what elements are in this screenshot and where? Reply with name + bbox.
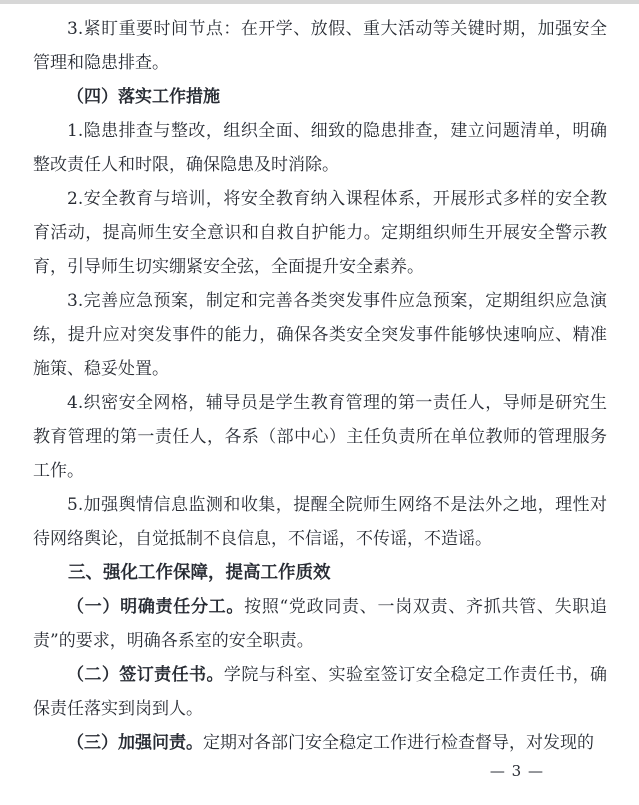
document-body [33, 12, 607, 760]
document-page [0, 4, 639, 805]
paragraph-item-3: 3.紧盯重要时间节点：在开学、放假、重大活动等关键时期，加强安全管理和隐患排查。 [33, 19, 607, 73]
paragraph-text: 按照“党政同责、一岗双责、齐抓共管、失职追责”的要求，明确各系室的安全职责。 [33, 597, 607, 651]
paragraph-sub-2 [33, 658, 607, 726]
paragraph-measure-3: 3.完善应急预案，制定和完善各类突发事件应急预案，定期组织应急演练，提升应对突发事件的能力，确保各类安全突发事件能够快速响应、精准施策、稳妥处置。 [33, 291, 607, 379]
section-heading-3: 三、强化工作保障，提高工作质效 [68, 563, 331, 583]
paragraph-text: 学院与科室、实验室签订安全稳定工作责任书，确保责任落实到岗到人。 [33, 665, 608, 719]
paragraph-lead: （三）加强问责。 [67, 733, 203, 753]
paragraph-measure-2: 2.安全教育与培训，将安全教育纳入课程体系，开展形式多样的安全教育活动，提高师生安全意识和自救自护能力。定期组织师生开展安全警示教育，引导师生切实绷紧安全弦，全面提升安全素养。 [33, 189, 607, 277]
paragraph-text: 定期对各部门安全稳定工作进行检查督导，对发现的 [203, 733, 594, 753]
paragraph-lead: （二）签订责任书。 [67, 665, 224, 685]
paragraph-lead: （一）明确责任分工。 [67, 597, 245, 617]
paragraph-measure-4: 4.织密安全网格，辅导员是学生教育管理的第一责任人，导师是研究生教育管理的第一责任人，各系（部中心）主任负责所在单位教师的管理服务工作。 [33, 393, 607, 481]
paragraph-measure-5: 5.加强舆情信息监测和收集，提醒全院师生网络不是法外之地，理性对待网络舆论，自觉抵制不良信息，不信谣，不传谣，不造谣。 [33, 495, 607, 549]
paragraph-measure-1: 1.隐患排查与整改，组织全面、细致的隐患排查，建立问题清单，明确整改责任人和时限，确保隐患及时消除。 [33, 121, 607, 175]
page-number: — 3 — [489, 762, 544, 780]
subsection-heading-4: （四）落实工作措施 [67, 87, 220, 107]
paragraph-sub-1 [33, 590, 607, 658]
paragraph-sub-3 [33, 726, 607, 760]
